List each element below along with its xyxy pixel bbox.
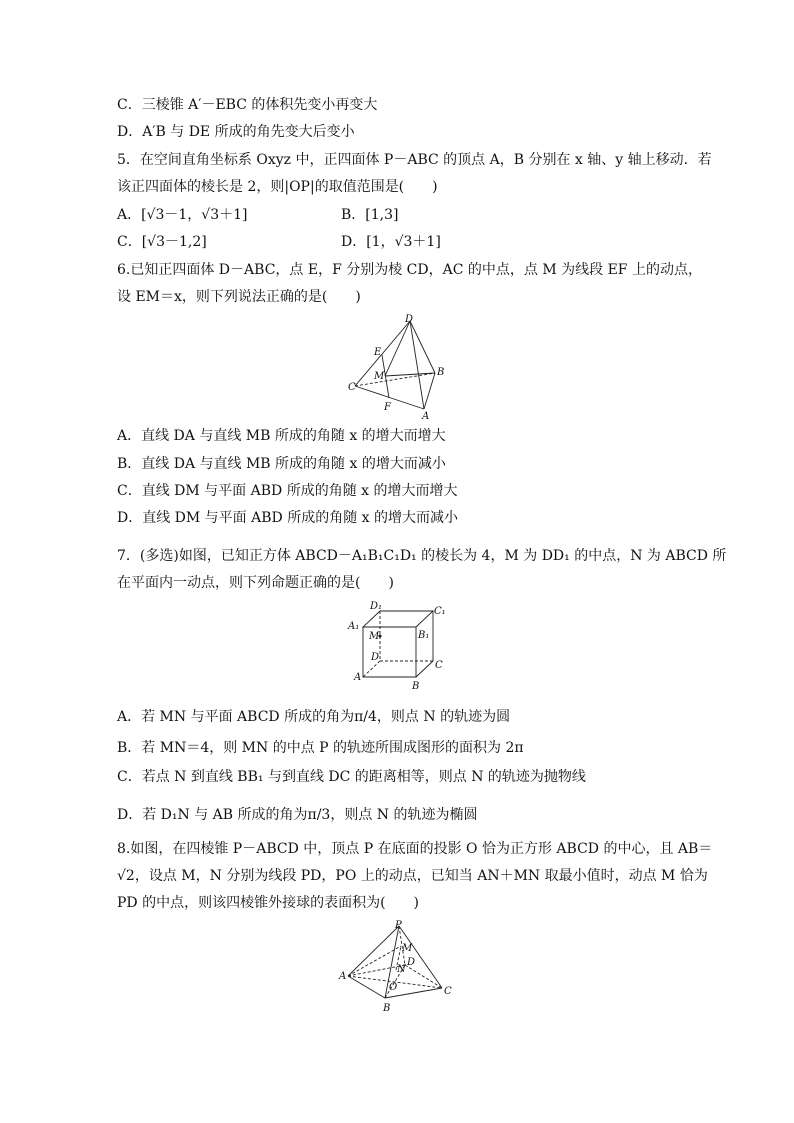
label-b1: B₁ xyxy=(418,630,430,641)
question-8-line2: √2，设点 M，N 分别为线段 PD，PO 上的动点，已知当 AN＋MN 取最小值时，动点 M 恰为 xyxy=(117,868,708,884)
label-b: B xyxy=(437,367,445,378)
label-o: O xyxy=(389,982,398,993)
cube-figure xyxy=(346,598,451,690)
question-7-line2: 在平面内一动点，则下列命题正确的是( ) xyxy=(117,575,394,591)
label-a1: A₁ xyxy=(348,621,360,632)
label-m: M xyxy=(369,631,380,642)
label-c1: C₁ xyxy=(434,606,446,617)
label-a: A xyxy=(422,411,430,422)
label-d1: D₁ xyxy=(370,601,383,612)
label-n: N xyxy=(397,964,406,975)
option-b-q5: B．[1,3] xyxy=(341,207,399,223)
label-m: M xyxy=(374,371,385,382)
label-c: C xyxy=(435,660,443,671)
option-d-q7: D．若 D₁N 与 AB 所成的角为π/3，则点 N 的轨迹为椭圆 xyxy=(117,807,478,823)
label-e: E xyxy=(374,347,382,358)
option-c-q4: C．三棱锥 A′－EBC 的体积先变小再变大 xyxy=(117,97,378,113)
label-a: A xyxy=(354,672,362,683)
label-d: D xyxy=(405,314,414,325)
label-c: C xyxy=(444,986,452,997)
label-f: F xyxy=(384,402,391,413)
question-8-line1: 8.如图，在四棱锥 P－ABCD 中，顶点 P 在底面的投影 O 恰为正方形 ABCD 的中心，且 AB＝ xyxy=(117,841,713,857)
option-c-q5: C．[√3－1,2] xyxy=(117,234,207,250)
question-5-line1: 5．在空间直角坐标系 Oxyz 中，正四面体 P－ABC 的顶点 A，B 分别在 x 轴、y 轴上移动．若 xyxy=(117,152,712,168)
option-a-q7: A．若 MN 与平面 ABCD 所成的角为π/4，则点 N 的轨迹为圆 xyxy=(117,709,511,725)
label-c: C xyxy=(348,382,356,393)
question-7-line1: 7．(多选)如图，已知正方体 ABCD－A₁B₁C₁D₁ 的棱长为 4，M 为 DD₁ 的中点，N 为 ABCD 所 xyxy=(117,548,727,564)
label-b: B xyxy=(383,1003,391,1014)
option-c-q7: C．若点 N 到直线 BB₁ 与到直线 DC 的距离相等，则点 N 的轨迹为抛物线 xyxy=(117,769,586,785)
label-d: D xyxy=(407,957,416,968)
option-b-q6: B．直线 DA 与直线 MB 所成的角随 x 的增大而减小 xyxy=(117,456,446,472)
label-m: M xyxy=(402,943,413,954)
question-6-line2: 设 EM＝x，则下列说法正确的是( ) xyxy=(117,289,361,305)
label-p: P xyxy=(395,920,402,931)
pyramid-figure xyxy=(338,918,458,1014)
option-a-q6: A．直线 DA 与直线 MB 所成的角随 x 的增大而增大 xyxy=(117,428,446,444)
label-d: D xyxy=(371,652,380,663)
label-a: A xyxy=(339,971,347,982)
option-d-q5: D．[1，√3＋1] xyxy=(341,234,441,250)
question-5-line2: 该正四面体的棱长是 2，则|OP|的取值范围是( ) xyxy=(117,179,438,195)
question-6-line1: 6.已知正四面体 D－ABC，点 E，F 分别为棱 CD，AC 的中点，点 M 为线段 EF 上的动点， xyxy=(117,262,702,278)
option-d-q4: D．A′B 与 DE 所成的角先变大后变小 xyxy=(117,124,355,140)
tetrahedron-figure xyxy=(345,312,455,422)
option-d-q6: D．直线 DM 与平面 ABD 所成的角随 x 的增大而减小 xyxy=(117,510,459,526)
option-c-q6: C．直线 DM 与平面 ABD 所成的角随 x 的增大而增大 xyxy=(117,483,458,499)
option-a-q5: A．[√3－1，√3＋1] xyxy=(117,207,248,223)
label-b: B xyxy=(412,681,420,690)
question-8-line3: PD 的中点，则该四棱锥外接球的表面积为( ) xyxy=(117,895,420,911)
option-b-q7: B．若 MN＝4，则 MN 的中点 P 的轨迹所围成图形的面积为 2π xyxy=(117,740,524,756)
